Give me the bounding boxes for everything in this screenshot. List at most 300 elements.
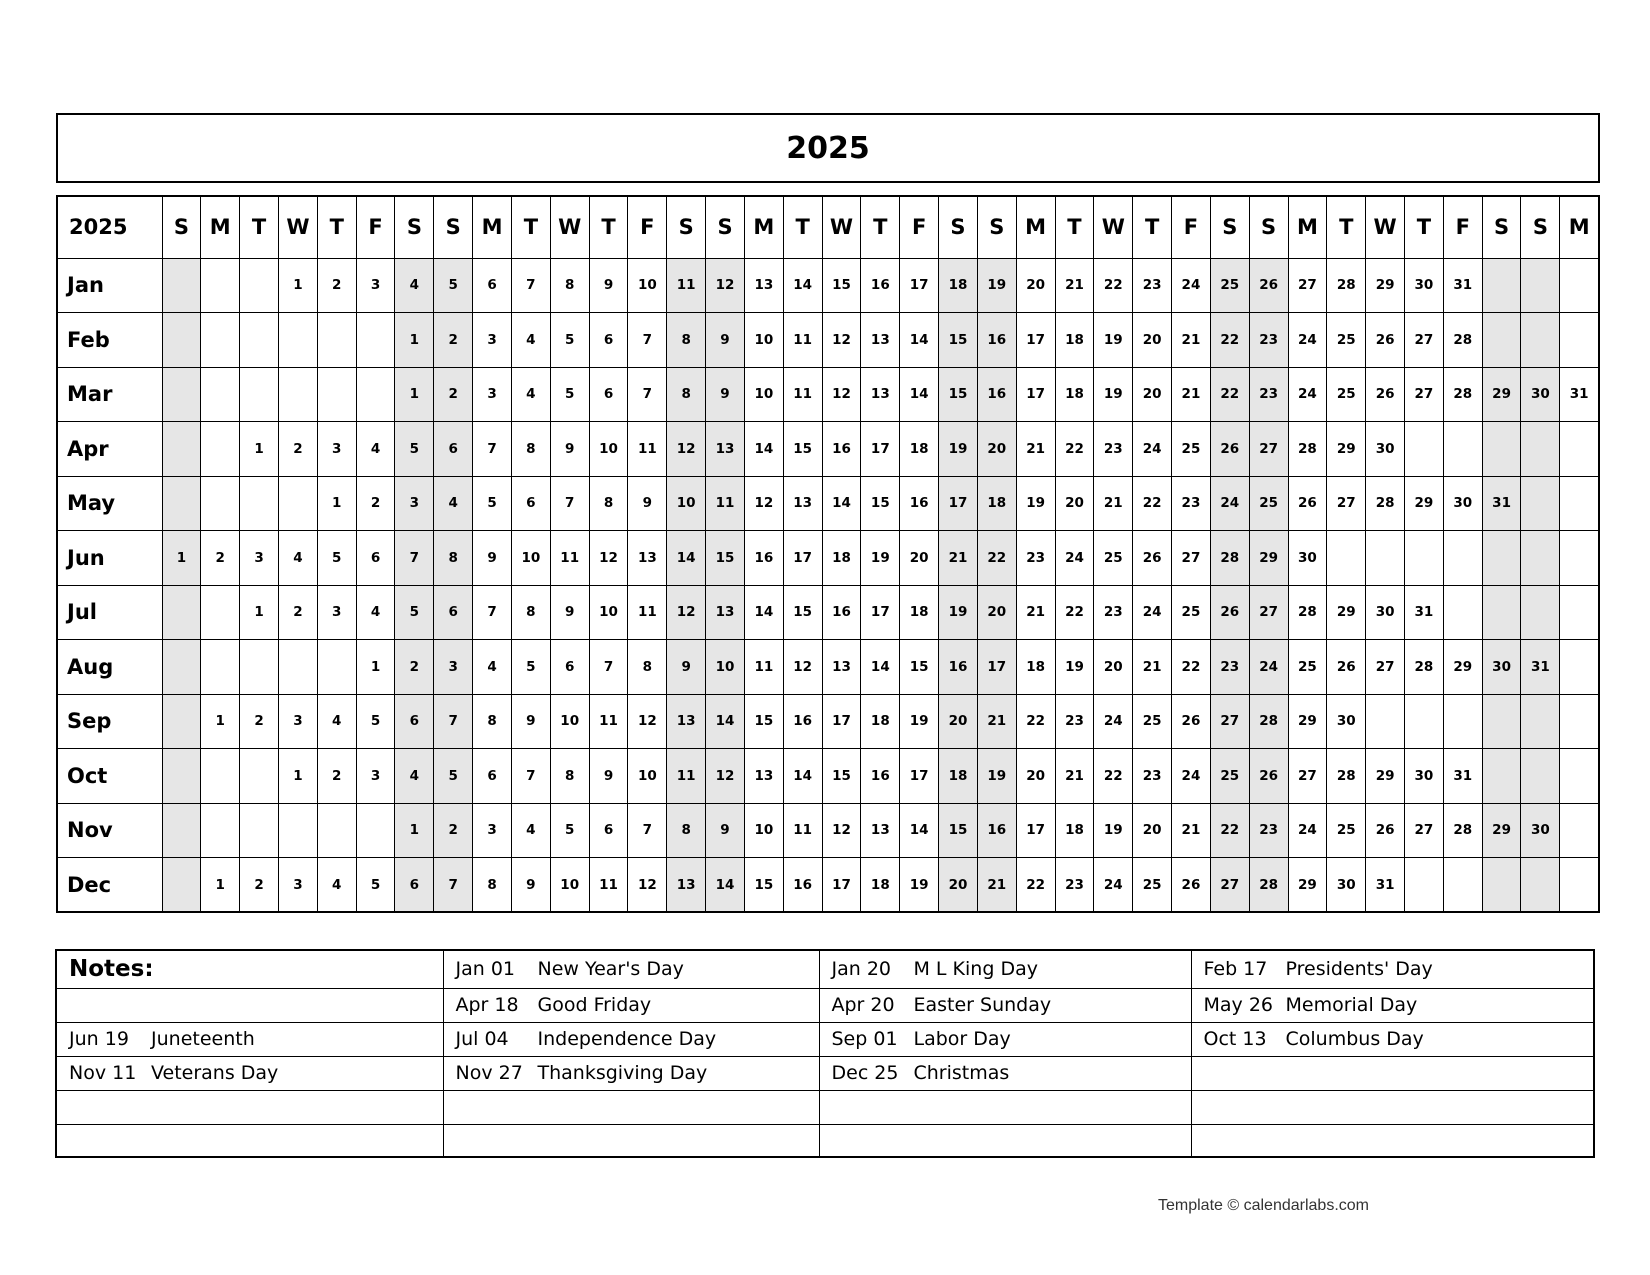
day-cell: 23 [1094,422,1133,477]
day-cell: 3 [317,585,356,640]
holiday-date: Feb 17 [1203,958,1268,981]
notes-blank-cell [443,1124,819,1157]
day-cell: 19 [1016,476,1055,531]
empty-day-cell [1482,313,1521,368]
empty-day-cell [1405,531,1444,586]
empty-day-cell [240,258,279,313]
month-label: Nov [57,803,162,858]
day-cell: 11 [589,694,628,749]
weekday-header: T [1405,196,1444,258]
day-cell: 14 [861,640,900,695]
holiday-item [820,958,1191,980]
day-cell: 12 [706,258,745,313]
weekday-header: W [822,196,861,258]
day-cell: 11 [667,258,706,313]
empty-day-cell [1405,694,1444,749]
empty-day-cell [278,367,317,422]
day-cell: 7 [628,803,667,858]
weekday-header: S [706,196,745,258]
weekday-header: F [628,196,667,258]
holiday-date: Oct 13 [1203,1028,1267,1050]
holiday-date: Jul 04 [455,1028,509,1050]
day-cell: 12 [822,803,861,858]
day-cell: 13 [706,422,745,477]
day-cell: 30 [1521,367,1560,422]
holiday-date: Apr 18 [455,994,519,1016]
month-row [57,858,1599,913]
day-cell: 21 [1133,640,1172,695]
holiday-name: Presidents' Day [1285,958,1433,981]
day-cell: 5 [395,585,434,640]
empty-day-cell [1482,749,1521,804]
day-cell: 11 [589,858,628,913]
day-cell: 26 [1249,258,1288,313]
empty-day-cell [1443,858,1482,913]
day-cell: 1 [240,585,279,640]
day-cell: 24 [1288,313,1327,368]
empty-day-cell [1443,531,1482,586]
day-cell: 1 [356,640,395,695]
day-cell: 11 [628,422,667,477]
empty-day-cell [201,585,240,640]
month-row [57,585,1599,640]
empty-day-cell [1560,585,1599,640]
month-label: Dec [57,858,162,913]
empty-day-cell [1521,476,1560,531]
day-cell: 24 [1133,422,1172,477]
day-cell: 2 [356,476,395,531]
day-cell: 13 [744,258,783,313]
day-cell: 23 [1055,694,1094,749]
weekday-header: S [1210,196,1249,258]
day-cell: 10 [744,803,783,858]
empty-day-cell [317,367,356,422]
empty-day-cell [317,803,356,858]
month-label: May [57,476,162,531]
day-cell: 22 [1055,422,1094,477]
empty-day-cell [162,313,201,368]
day-cell: 11 [628,585,667,640]
day-cell: 10 [550,694,589,749]
notes-blank-cell [56,1090,443,1124]
weekday-header: S [1521,196,1560,258]
day-cell: 25 [1249,476,1288,531]
footer-credit: Template © calendarlabs.com [1158,1197,1369,1214]
notes-row [56,950,1594,988]
day-cell: 14 [706,694,745,749]
notes-blank-cell [819,1124,1191,1157]
day-cell: 5 [395,422,434,477]
day-cell: 23 [1133,749,1172,804]
day-cell: 10 [744,313,783,368]
day-cell: 21 [1172,367,1211,422]
day-cell: 19 [977,258,1016,313]
day-cell: 23 [1055,858,1094,913]
day-cell: 24 [1172,258,1211,313]
day-cell: 17 [822,694,861,749]
empty-day-cell [201,258,240,313]
day-cell: 25 [1210,749,1249,804]
day-cell: 14 [900,367,939,422]
day-cell: 25 [1172,422,1211,477]
day-cell: 15 [939,313,978,368]
holiday-item [1192,994,1594,1016]
weekday-header: F [900,196,939,258]
day-cell: 16 [861,749,900,804]
weekday-header: T [511,196,550,258]
day-cell: 4 [317,858,356,913]
empty-day-cell [162,476,201,531]
day-cell: 28 [1249,858,1288,913]
day-cell: 21 [1055,749,1094,804]
empty-day-cell [162,803,201,858]
day-cell: 7 [589,640,628,695]
day-cell: 4 [511,367,550,422]
empty-day-cell [1443,585,1482,640]
empty-day-cell [201,313,240,368]
empty-day-cell [278,803,317,858]
day-cell: 28 [1443,803,1482,858]
day-cell: 25 [1210,258,1249,313]
day-cell: 23 [1094,585,1133,640]
empty-day-cell [162,258,201,313]
day-cell: 1 [201,694,240,749]
day-cell: 12 [744,476,783,531]
day-cell: 6 [550,640,589,695]
empty-day-cell [1327,531,1366,586]
day-cell: 10 [589,422,628,477]
day-cell: 24 [1133,585,1172,640]
day-cell: 5 [356,858,395,913]
day-cell: 31 [1443,258,1482,313]
day-cell: 31 [1521,640,1560,695]
empty-day-cell [1521,585,1560,640]
day-cell: 30 [1327,858,1366,913]
day-cell: 22 [1172,640,1211,695]
day-cell: 3 [356,749,395,804]
day-cell: 8 [550,258,589,313]
day-cell: 3 [240,531,279,586]
day-cell: 2 [240,858,279,913]
empty-day-cell [240,313,279,368]
empty-day-cell [356,803,395,858]
day-cell: 28 [1366,476,1405,531]
day-cell: 23 [1249,803,1288,858]
year-calendar-grid [56,195,1600,913]
day-cell: 20 [1094,640,1133,695]
empty-day-cell [1482,422,1521,477]
empty-day-cell [278,313,317,368]
notes-blank-cell [1191,1090,1594,1124]
day-cell: 19 [1094,367,1133,422]
day-cell: 28 [1327,749,1366,804]
day-cell: 22 [1210,803,1249,858]
day-cell: 9 [550,422,589,477]
day-cell: 15 [939,367,978,422]
weekday-header: W [278,196,317,258]
day-cell: 30 [1521,803,1560,858]
month-row [57,476,1599,531]
month-row [57,749,1599,804]
empty-day-cell [317,313,356,368]
day-cell: 13 [861,367,900,422]
day-cell: 7 [628,367,667,422]
day-cell: 5 [434,749,473,804]
day-cell: 28 [1443,313,1482,368]
day-cell: 14 [900,313,939,368]
day-cell: 28 [1210,531,1249,586]
day-cell: 6 [511,476,550,531]
notes-blank-cell [1191,1124,1594,1157]
day-cell: 31 [1366,858,1405,913]
notes-blank-cell [1191,1056,1594,1090]
empty-day-cell [1482,858,1521,913]
day-cell: 20 [1055,476,1094,531]
day-cell: 3 [278,858,317,913]
day-cell: 3 [356,258,395,313]
notes-blank-cell [819,1090,1191,1124]
month-row [57,531,1599,586]
empty-day-cell [1366,531,1405,586]
day-cell: 9 [589,749,628,804]
weekday-header: S [162,196,201,258]
weekday-header: S [1482,196,1521,258]
day-cell: 27 [1210,858,1249,913]
day-cell: 29 [1327,422,1366,477]
month-row [57,803,1599,858]
day-cell: 27 [1405,367,1444,422]
day-cell: 19 [939,585,978,640]
day-cell: 15 [706,531,745,586]
weekday-header: M [744,196,783,258]
empty-day-cell [240,749,279,804]
day-cell: 2 [317,258,356,313]
holiday-item [820,1028,1191,1050]
holiday-name: Christmas [913,1062,1010,1084]
day-cell: 3 [278,694,317,749]
day-cell: 3 [473,313,512,368]
holiday-name: Easter Sunday [913,994,1052,1016]
day-cell: 16 [977,367,1016,422]
empty-day-cell [1560,694,1599,749]
day-cell: 18 [1055,367,1094,422]
day-cell: 12 [706,749,745,804]
day-cell: 18 [861,694,900,749]
day-cell: 8 [434,531,473,586]
notes-row [56,1090,1594,1124]
holiday-item [1192,958,1594,980]
weekday-header: S [434,196,473,258]
day-cell: 9 [550,585,589,640]
empty-day-cell [1482,694,1521,749]
holiday-name: New Year's Day [537,958,684,981]
holiday-item [820,1062,1191,1084]
day-cell: 7 [473,422,512,477]
holiday-item [444,994,819,1016]
day-cell: 13 [822,640,861,695]
day-cell: 1 [278,258,317,313]
day-cell: 16 [900,476,939,531]
weekday-header: T [861,196,900,258]
day-cell: 8 [511,422,550,477]
empty-day-cell [1405,858,1444,913]
day-cell: 9 [511,694,550,749]
day-cell: 18 [900,585,939,640]
empty-day-cell [162,367,201,422]
day-cell: 2 [201,531,240,586]
day-cell: 23 [1133,258,1172,313]
day-cell: 18 [900,422,939,477]
holiday-date: Jan 20 [831,958,892,981]
day-cell: 12 [667,585,706,640]
day-cell: 2 [278,422,317,477]
month-label: Jul [57,585,162,640]
empty-day-cell [1560,858,1599,913]
holiday-item [444,958,819,980]
day-cell: 6 [356,531,395,586]
day-cell: 19 [861,531,900,586]
day-cell: 27 [1327,476,1366,531]
day-cell: 23 [1249,367,1288,422]
empty-day-cell [201,803,240,858]
day-cell: 29 [1366,749,1405,804]
day-cell: 6 [395,694,434,749]
month-label: Mar [57,367,162,422]
weekday-header: W [1094,196,1133,258]
day-cell: 3 [473,803,512,858]
day-cell: 25 [1327,367,1366,422]
weekday-header: S [977,196,1016,258]
day-cell: 14 [706,858,745,913]
day-cell: 7 [550,476,589,531]
day-cell: 27 [1249,585,1288,640]
day-cell: 14 [744,585,783,640]
day-cell: 26 [1133,531,1172,586]
day-cell: 9 [706,313,745,368]
day-cell: 15 [744,694,783,749]
empty-day-cell [278,640,317,695]
day-cell: 17 [939,476,978,531]
day-cell: 23 [1210,640,1249,695]
day-cell: 18 [977,476,1016,531]
day-cell: 1 [395,803,434,858]
day-cell: 24 [1210,476,1249,531]
day-cell: 4 [434,476,473,531]
holiday-date: Nov 11 [69,1062,137,1084]
weekday-header: S [667,196,706,258]
holiday-item [1192,1028,1594,1050]
day-cell: 28 [1288,585,1327,640]
day-cell: 25 [1172,585,1211,640]
day-cell: 31 [1560,367,1599,422]
day-cell: 11 [783,313,822,368]
notes-blank-cell [443,1090,819,1124]
day-cell: 8 [667,313,706,368]
day-cell: 27 [1249,422,1288,477]
day-cell: 17 [977,640,1016,695]
day-cell: 19 [900,694,939,749]
day-cell: 2 [240,694,279,749]
empty-day-cell [1443,422,1482,477]
day-cell: 19 [900,858,939,913]
day-cell: 16 [939,640,978,695]
day-cell: 15 [822,749,861,804]
day-cell: 27 [1210,694,1249,749]
day-cell: 25 [1327,803,1366,858]
day-cell: 22 [1210,367,1249,422]
day-cell: 5 [550,803,589,858]
day-cell: 22 [1094,749,1133,804]
day-cell: 16 [744,531,783,586]
weekday-header: F [1172,196,1211,258]
weekday-header: F [1443,196,1482,258]
day-cell: 6 [589,367,628,422]
day-cell: 27 [1405,803,1444,858]
day-cell: 16 [977,803,1016,858]
empty-day-cell [1521,313,1560,368]
holiday-name: Memorial Day [1285,994,1418,1016]
holiday-date: Nov 27 [455,1062,523,1084]
day-cell: 26 [1366,313,1405,368]
day-cell: 12 [628,858,667,913]
day-cell: 7 [511,258,550,313]
empty-day-cell [1443,694,1482,749]
day-cell: 15 [744,858,783,913]
day-cell: 17 [783,531,822,586]
day-cell: 28 [1327,258,1366,313]
day-cell: 4 [511,313,550,368]
notes-row [56,1124,1594,1157]
notes-blank-cell [56,988,443,1022]
day-cell: 30 [1443,476,1482,531]
empty-day-cell [1521,258,1560,313]
day-cell: 26 [1366,367,1405,422]
empty-day-cell [201,422,240,477]
day-cell: 29 [1443,640,1482,695]
day-cell: 21 [1055,258,1094,313]
day-cell: 14 [900,803,939,858]
day-cell: 29 [1482,367,1521,422]
day-cell: 10 [550,858,589,913]
weekday-header: M [1288,196,1327,258]
day-cell: 5 [356,694,395,749]
day-cell: 25 [1288,640,1327,695]
empty-day-cell [1405,422,1444,477]
day-cell: 2 [434,367,473,422]
day-cell: 24 [1288,803,1327,858]
day-cell: 1 [240,422,279,477]
holiday-name: Independence Day [537,1028,717,1050]
day-cell: 26 [1172,858,1211,913]
day-cell: 4 [356,585,395,640]
day-cell: 13 [861,313,900,368]
day-cell: 23 [1016,531,1055,586]
day-cell: 27 [1288,749,1327,804]
month-rows [57,258,1599,912]
day-cell: 8 [667,367,706,422]
holiday-date: Apr 20 [831,994,895,1016]
day-cell: 13 [744,749,783,804]
weekday-header: T [1327,196,1366,258]
day-cell: 22 [1016,694,1055,749]
notes-blank-cell [56,1124,443,1157]
month-row [57,313,1599,368]
empty-day-cell [1560,640,1599,695]
day-cell: 9 [667,640,706,695]
day-cell: 3 [434,640,473,695]
day-cell: 25 [1327,313,1366,368]
empty-day-cell [201,476,240,531]
